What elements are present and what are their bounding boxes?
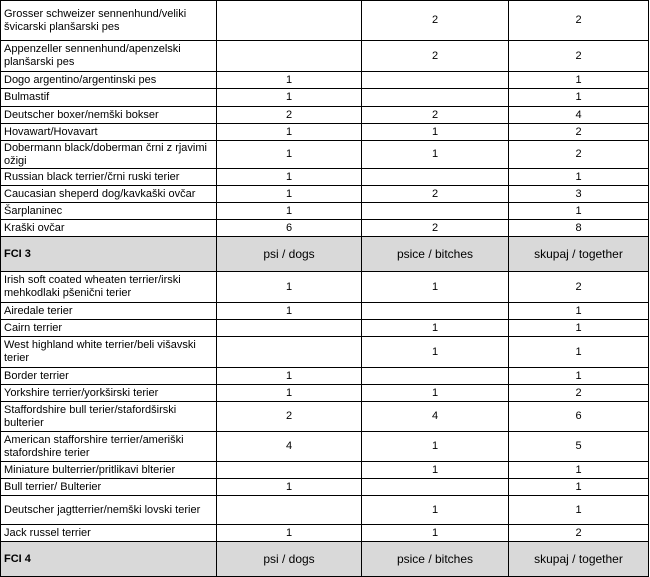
dogs-count: 1 bbox=[217, 89, 362, 107]
column-header-together: skupaj / together bbox=[509, 237, 649, 272]
column-header-bitches: psice / bitches bbox=[362, 542, 509, 577]
together-count: 8 bbox=[509, 220, 649, 237]
bitches-count: 1 bbox=[362, 124, 509, 141]
group-title: FCI 4 bbox=[1, 542, 217, 577]
bitches-count: 1 bbox=[362, 525, 509, 542]
breed-name: Miniature bulterrier/pritlikavi blterier bbox=[1, 462, 217, 479]
table-row bbox=[1, 203, 649, 220]
together-count: 1 bbox=[509, 479, 649, 496]
breed-name: Airedale terier bbox=[1, 303, 217, 320]
dogs-count: 1 bbox=[217, 303, 362, 320]
breed-name: Yorkshire terrier/yorkširski terier bbox=[1, 385, 217, 402]
bitches-count: 1 bbox=[362, 320, 509, 337]
table-row bbox=[1, 72, 649, 89]
dogs-count: 1 bbox=[217, 203, 362, 220]
dogs-count: 1 bbox=[217, 186, 362, 203]
table-row bbox=[1, 525, 649, 542]
together-count: 5 bbox=[509, 432, 649, 462]
table-row bbox=[1, 320, 649, 337]
table-row bbox=[1, 402, 649, 432]
breed-name: Deutscher jagtterrier/nemški lovski terier bbox=[1, 496, 217, 525]
breed-name: Caucasian sheperd dog/kavkaški ovčar bbox=[1, 186, 217, 203]
table-row bbox=[1, 496, 649, 525]
bitches-count bbox=[362, 303, 509, 320]
together-count: 1 bbox=[509, 303, 649, 320]
table-row bbox=[1, 220, 649, 237]
table-row bbox=[1, 272, 649, 303]
column-header-dogs: psi / dogs bbox=[217, 542, 362, 577]
breed-name: Cairn terrier bbox=[1, 320, 217, 337]
together-count: 1 bbox=[509, 72, 649, 89]
together-count: 2 bbox=[509, 124, 649, 141]
breed-name: Bull terrier/ Bulterier bbox=[1, 479, 217, 496]
dogs-count: 1 bbox=[217, 525, 362, 542]
together-count: 1 bbox=[509, 496, 649, 525]
dogs-count bbox=[217, 41, 362, 72]
breed-name: Russian black terrier/črni ruski terier bbox=[1, 169, 217, 186]
bitches-count: 4 bbox=[362, 402, 509, 432]
table-row bbox=[1, 124, 649, 141]
breed-name: Hovawart/Hovavart bbox=[1, 124, 217, 141]
table-row bbox=[1, 479, 649, 496]
together-count: 2 bbox=[509, 272, 649, 303]
dogs-count: 1 bbox=[217, 124, 362, 141]
column-header-bitches: psice / bitches bbox=[362, 237, 509, 272]
group-title: FCI 3 bbox=[1, 237, 217, 272]
bitches-count: 1 bbox=[362, 385, 509, 402]
together-count: 1 bbox=[509, 368, 649, 385]
bitches-count: 1 bbox=[362, 337, 509, 368]
table-row bbox=[1, 1, 649, 41]
bitches-count: 2 bbox=[362, 107, 509, 124]
table-row bbox=[1, 462, 649, 479]
table-row bbox=[1, 107, 649, 124]
breed-name: Dogo argentino/argentinski pes bbox=[1, 72, 217, 89]
bitches-count: 2 bbox=[362, 220, 509, 237]
breed-name: Kraški ovčar bbox=[1, 220, 217, 237]
together-count: 6 bbox=[509, 402, 649, 432]
bitches-count: 1 bbox=[362, 462, 509, 479]
bitches-count: 1 bbox=[362, 496, 509, 525]
table-row bbox=[1, 89, 649, 107]
dogs-count bbox=[217, 462, 362, 479]
dogs-count: 1 bbox=[217, 72, 362, 89]
table-row bbox=[1, 385, 649, 402]
table-row bbox=[1, 368, 649, 385]
bitches-count: 1 bbox=[362, 432, 509, 462]
together-count: 1 bbox=[509, 320, 649, 337]
together-count: 3 bbox=[509, 186, 649, 203]
breed-name: Deutscher boxer/nemški bokser bbox=[1, 107, 217, 124]
bitches-count bbox=[362, 479, 509, 496]
bitches-count bbox=[362, 203, 509, 220]
bitches-count: 1 bbox=[362, 272, 509, 303]
dogs-count bbox=[217, 337, 362, 368]
breed-name: Dobermann black/doberman črni z rjavimi ožigi bbox=[1, 141, 217, 169]
column-header-dogs: psi / dogs bbox=[217, 237, 362, 272]
breed-name: American stafforshire terrier/ameriški stafordshire terier bbox=[1, 432, 217, 462]
table-row bbox=[1, 169, 649, 186]
bitches-count: 2 bbox=[362, 186, 509, 203]
dogs-count bbox=[217, 320, 362, 337]
breed-name: Irish soft coated wheaten terrier/irski mehkodlaki pšenični terier bbox=[1, 272, 217, 303]
together-count: 1 bbox=[509, 169, 649, 186]
together-count: 2 bbox=[509, 1, 649, 41]
together-count: 4 bbox=[509, 107, 649, 124]
bitches-count bbox=[362, 72, 509, 89]
bitches-count bbox=[362, 368, 509, 385]
table-row bbox=[1, 186, 649, 203]
table-row bbox=[1, 432, 649, 462]
column-header-together: skupaj / together bbox=[509, 542, 649, 577]
together-count: 1 bbox=[509, 337, 649, 368]
breed-name: Staffordshire bull terier/stafordširski bulterier bbox=[1, 402, 217, 432]
together-count: 1 bbox=[509, 89, 649, 107]
bitches-count: 2 bbox=[362, 1, 509, 41]
group-header-row bbox=[1, 542, 649, 577]
table-row bbox=[1, 303, 649, 320]
together-count: 2 bbox=[509, 525, 649, 542]
dogs-count: 1 bbox=[217, 141, 362, 169]
breed-name: Grosser schweizer sennenhund/veliki švicarski planšarski pes bbox=[1, 1, 217, 41]
dogs-count: 1 bbox=[217, 272, 362, 303]
dogs-count: 1 bbox=[217, 368, 362, 385]
breed-name: Appenzeller sennenhund/apenzelski planšarski pes bbox=[1, 41, 217, 72]
dogs-count: 2 bbox=[217, 402, 362, 432]
table-row bbox=[1, 141, 649, 169]
bitches-count: 2 bbox=[362, 41, 509, 72]
together-count: 2 bbox=[509, 41, 649, 72]
breed-name: Border terrier bbox=[1, 368, 217, 385]
dogs-count: 6 bbox=[217, 220, 362, 237]
dogs-count: 1 bbox=[217, 479, 362, 496]
dogs-count bbox=[217, 1, 362, 41]
table-row bbox=[1, 41, 649, 72]
breed-name: Bulmastif bbox=[1, 89, 217, 107]
dogs-count: 2 bbox=[217, 107, 362, 124]
breed-name: Šarplaninec bbox=[1, 203, 217, 220]
together-count: 2 bbox=[509, 141, 649, 169]
bitches-count: 1 bbox=[362, 141, 509, 169]
together-count: 1 bbox=[509, 203, 649, 220]
table-row bbox=[1, 337, 649, 368]
dogs-count: 1 bbox=[217, 169, 362, 186]
dogs-count bbox=[217, 496, 362, 525]
bitches-count bbox=[362, 89, 509, 107]
group-header-row bbox=[1, 237, 649, 272]
dogs-count: 1 bbox=[217, 385, 362, 402]
breed-name: West highland white terrier/beli višavski terier bbox=[1, 337, 217, 368]
together-count: 2 bbox=[509, 385, 649, 402]
breed-name: Jack russel terrier bbox=[1, 525, 217, 542]
bitches-count bbox=[362, 169, 509, 186]
dogs-count: 4 bbox=[217, 432, 362, 462]
together-count: 1 bbox=[509, 462, 649, 479]
